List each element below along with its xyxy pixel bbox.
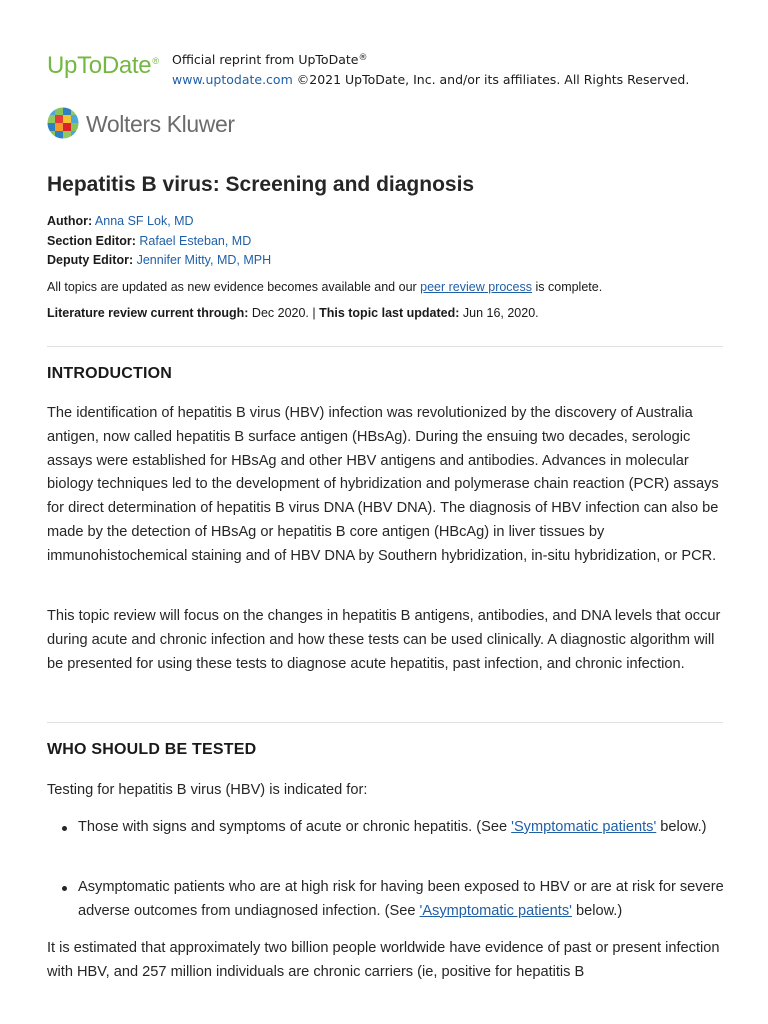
section-divider — [47, 722, 723, 723]
peer-review-link[interactable]: peer review process — [420, 280, 533, 294]
symptomatic-patients-link[interactable]: 'Symptomatic patients' — [511, 819, 657, 835]
reprint-text: Official reprint from UpToDate — [172, 52, 359, 67]
testing-lead: Testing for hepatitis B virus (HBV) is indicated for: — [47, 782, 368, 798]
reprint-header — [47, 50, 727, 90]
update-note-tail: is complete. — [532, 280, 603, 294]
last-updated-value: Jun 16, 2020. — [459, 306, 539, 320]
page-title: Hepatitis B virus: Screening and diagnosis — [47, 173, 475, 196]
bullet-text: Asymptomatic patients who are at high risk for having been exposed to HBV or are at risk for severe adverse outcomes from undiagnosed infection. (See — [78, 879, 724, 919]
literature-review-line — [47, 304, 539, 322]
bullet-text: Those with signs and symptoms of acute or chronic hepatitis. (See — [78, 819, 512, 835]
bullet-marker — [62, 826, 67, 831]
section-editor-link[interactable]: Rafael Esteban, MD — [139, 233, 252, 248]
lit-review-value: Dec 2020. | — [248, 306, 320, 320]
section-editor-line — [47, 232, 271, 252]
copyright-text: ©2021 UpToDate, Inc. and/or its affiliates. All Rights Reserved. — [292, 72, 690, 87]
uptodate-logo — [47, 52, 159, 80]
uptodate-logo-mark: ® — [152, 56, 159, 66]
list-item — [78, 876, 728, 924]
publisher-logo — [47, 107, 307, 141]
section-heading-who-should-be-tested: WHO SHOULD BE TESTED — [47, 741, 257, 758]
section-editor-label: Section Editor: — [47, 233, 136, 248]
author-link[interactable]: Anna SF Lok, MD — [94, 214, 194, 228]
deputy-editor-label: Deputy Editor: — [47, 253, 134, 267]
section-divider — [47, 346, 723, 347]
reprint-mark: ® — [358, 53, 368, 63]
author-label: Author: — [47, 214, 93, 228]
asymptomatic-patients-link[interactable]: 'Asymptomatic patients' — [419, 902, 572, 919]
reprint-notice — [172, 50, 689, 90]
bullet-text-tail: below.) — [656, 819, 707, 835]
uptodate-logo-text: UpToDate — [47, 52, 152, 79]
update-note — [47, 278, 602, 296]
list-item — [78, 816, 728, 840]
last-updated-label: This topic last updated: — [319, 306, 460, 320]
article-credits — [47, 212, 271, 271]
wolters-kluwer-globe-icon — [47, 107, 79, 139]
author-line — [47, 212, 271, 232]
lit-review-label: Literature review current through: — [47, 306, 249, 320]
bullet-marker — [62, 886, 67, 891]
update-note-text: All topics are updated as new evidence becomes available and our — [47, 280, 421, 294]
bullet-text-tail: below.) — [571, 902, 623, 919]
deputy-editor-line — [47, 251, 271, 271]
intro-paragraph-2: This topic review will focus on the changes in hepatitis B antigens, antibodies, and DNA levels that occur during acute and chronic infection and how these tests can be used clinically. A diagnostic algorithm will be presented for using these tests to diagnose acute hepatitis, past infection, and chronic infection. — [47, 608, 721, 672]
uptodate-site-link[interactable]: www.uptodate.com — [172, 72, 293, 87]
intro-paragraph-1: The identification of hepatitis B virus (HBV) infection was revolutionized by the discovery of Australia antigen, now called hepatitis B surface antigen (HBsAg). During the ensuing two decades, serologic assays were established for HBsAg and other HBV antigens and antibodies. Advances in molecular biology techniques led to the development of hybridization and polymerase chain reaction (PCR) assays for direct determination of hepatitis B virus DNA (HBV DNA). The diagnosis of HBV infection can also be made by the detection of HBsAg or hepatitis B core antigen (HBcAg) in liver tissues by immunohistochemical staining and of HBV DNA by Southern hybridization, in-situ hybridization, or PCR. — [47, 405, 719, 564]
prevalence-paragraph: It is estimated that approximately two billion people worldwide have evidence of past or present infection with HBV, and 257 million individuals are chronic carriers (ie, positive for hepatitis B — [47, 940, 720, 980]
publisher-name: Wolters Kluwer — [86, 111, 235, 137]
section-heading-introduction: INTRODUCTION — [47, 365, 173, 382]
deputy-editor-link[interactable]: Jennifer Mitty, MD, MPH — [136, 253, 272, 267]
